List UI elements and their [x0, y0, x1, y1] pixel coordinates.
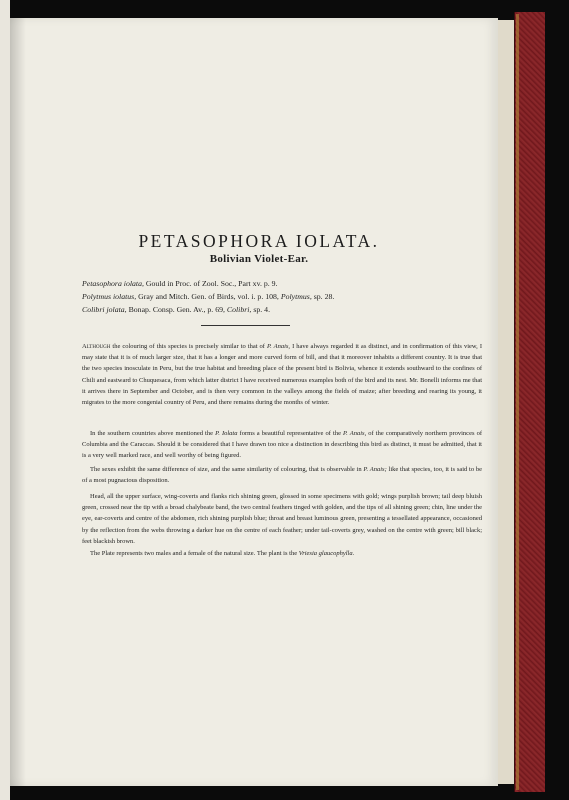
synonym-citation: Bonap. Consp. Gen. Av., p. 69, — [126, 305, 225, 314]
dropcap-word: Although — [82, 343, 111, 350]
synonym-name: Petasophora iolata, — [82, 279, 144, 288]
synonym-genus: Polytmus, — [280, 292, 312, 301]
synonym-name: Colibri jolata, — [82, 305, 127, 314]
page-gutter-shadow — [10, 18, 26, 786]
synonym-line — [82, 305, 482, 314]
synonym-line — [82, 292, 482, 301]
cover-gilt-edge — [516, 14, 519, 790]
synonym-species-number: sp. 28. — [311, 292, 335, 301]
synonym-citation: Gould in Proc. of Zool. Soc., Part xv. p. 9. — [143, 279, 278, 288]
synonym-name: Polytmus iolatus, — [82, 292, 137, 301]
body-paragraph-5: The Plate represents two males and a female of the natural size. The plant is the Vriesia glaucophylla. — [90, 550, 355, 557]
synonym-line — [82, 279, 482, 288]
synonym-species-number: sp. 4. — [251, 305, 271, 314]
common-name-subtitle: Bolivian Violet-Ear. — [209, 253, 309, 265]
facing-page-edge — [0, 0, 10, 800]
body-paragraph-2: In the southern countries above mentioned the P. Iolata forms a beautiful representative of the P. Anais, of the comparatively northern provinces of Columbia and the Caraccas. Should it be considered that I have drawn too nice a distinction in describing this bird as distinct, it must be admitted, that it is a very well marked race, and well worthy of being figured. — [82, 430, 482, 460]
body-paragraph-3: The sexes exhibit the same difference of size, and the same similarity of colouring, that is observable in P. Anais; like that species, too, it is said to be of a most pugnacious disposition. — [82, 466, 482, 485]
species-title: PETASOPHORA IOLATA. — [138, 231, 380, 251]
body-paragraph-1: Although the colouring of this species is precisely similar to that of P. Anais, I have always regarded it as distinct, and in confirmation of this view, I may state that it is of much larger size, that it has a longer and more curved form of bill, and that it moreover inhabits a different country. It is true that the two species inosculate in Peru, but the true habitat and breeding place of the present bird is Bolivia, whence it extends southward to the confines of Chili and eastward to Chuquesaca, from which latter district I have received numerous examples both of the bird and its nest. Mr. Bonelli informs me that it arrives there in September and October, and is then very common in the valleys among the fields of maize; after breeding and rearing its young, it migrates to the more congenial country of Peru, and there remains during the months of winter. — [82, 343, 483, 407]
body-paragraph-4: Head, all the upper surface, wing-coverts and flanks rich shining green, glossed in some specimens with gold; wings purplish brown; tail deep bluish green, crossed near the tip with a broad chalybeate band, the two central feathers tinged with golden, and the tips of all shining green; chin, line under the eye, ear-coverts and centre of the abdomen, rich shining purplish blue; throat and breast luminous green, presenting a tessellated appearance, occasioned by the reflection from the webs throwing a darker hue on the centre of each feather; under tail-coverts grey, washed on the centre with green; bill black; feet blackish brown. — [82, 493, 482, 545]
section-divider — [201, 325, 290, 326]
synonym-genus: Colibri, — [226, 305, 252, 314]
synonym-citation: Gray and Mitch. Gen. of Birds, vol. i. p. 108, — [136, 292, 279, 301]
